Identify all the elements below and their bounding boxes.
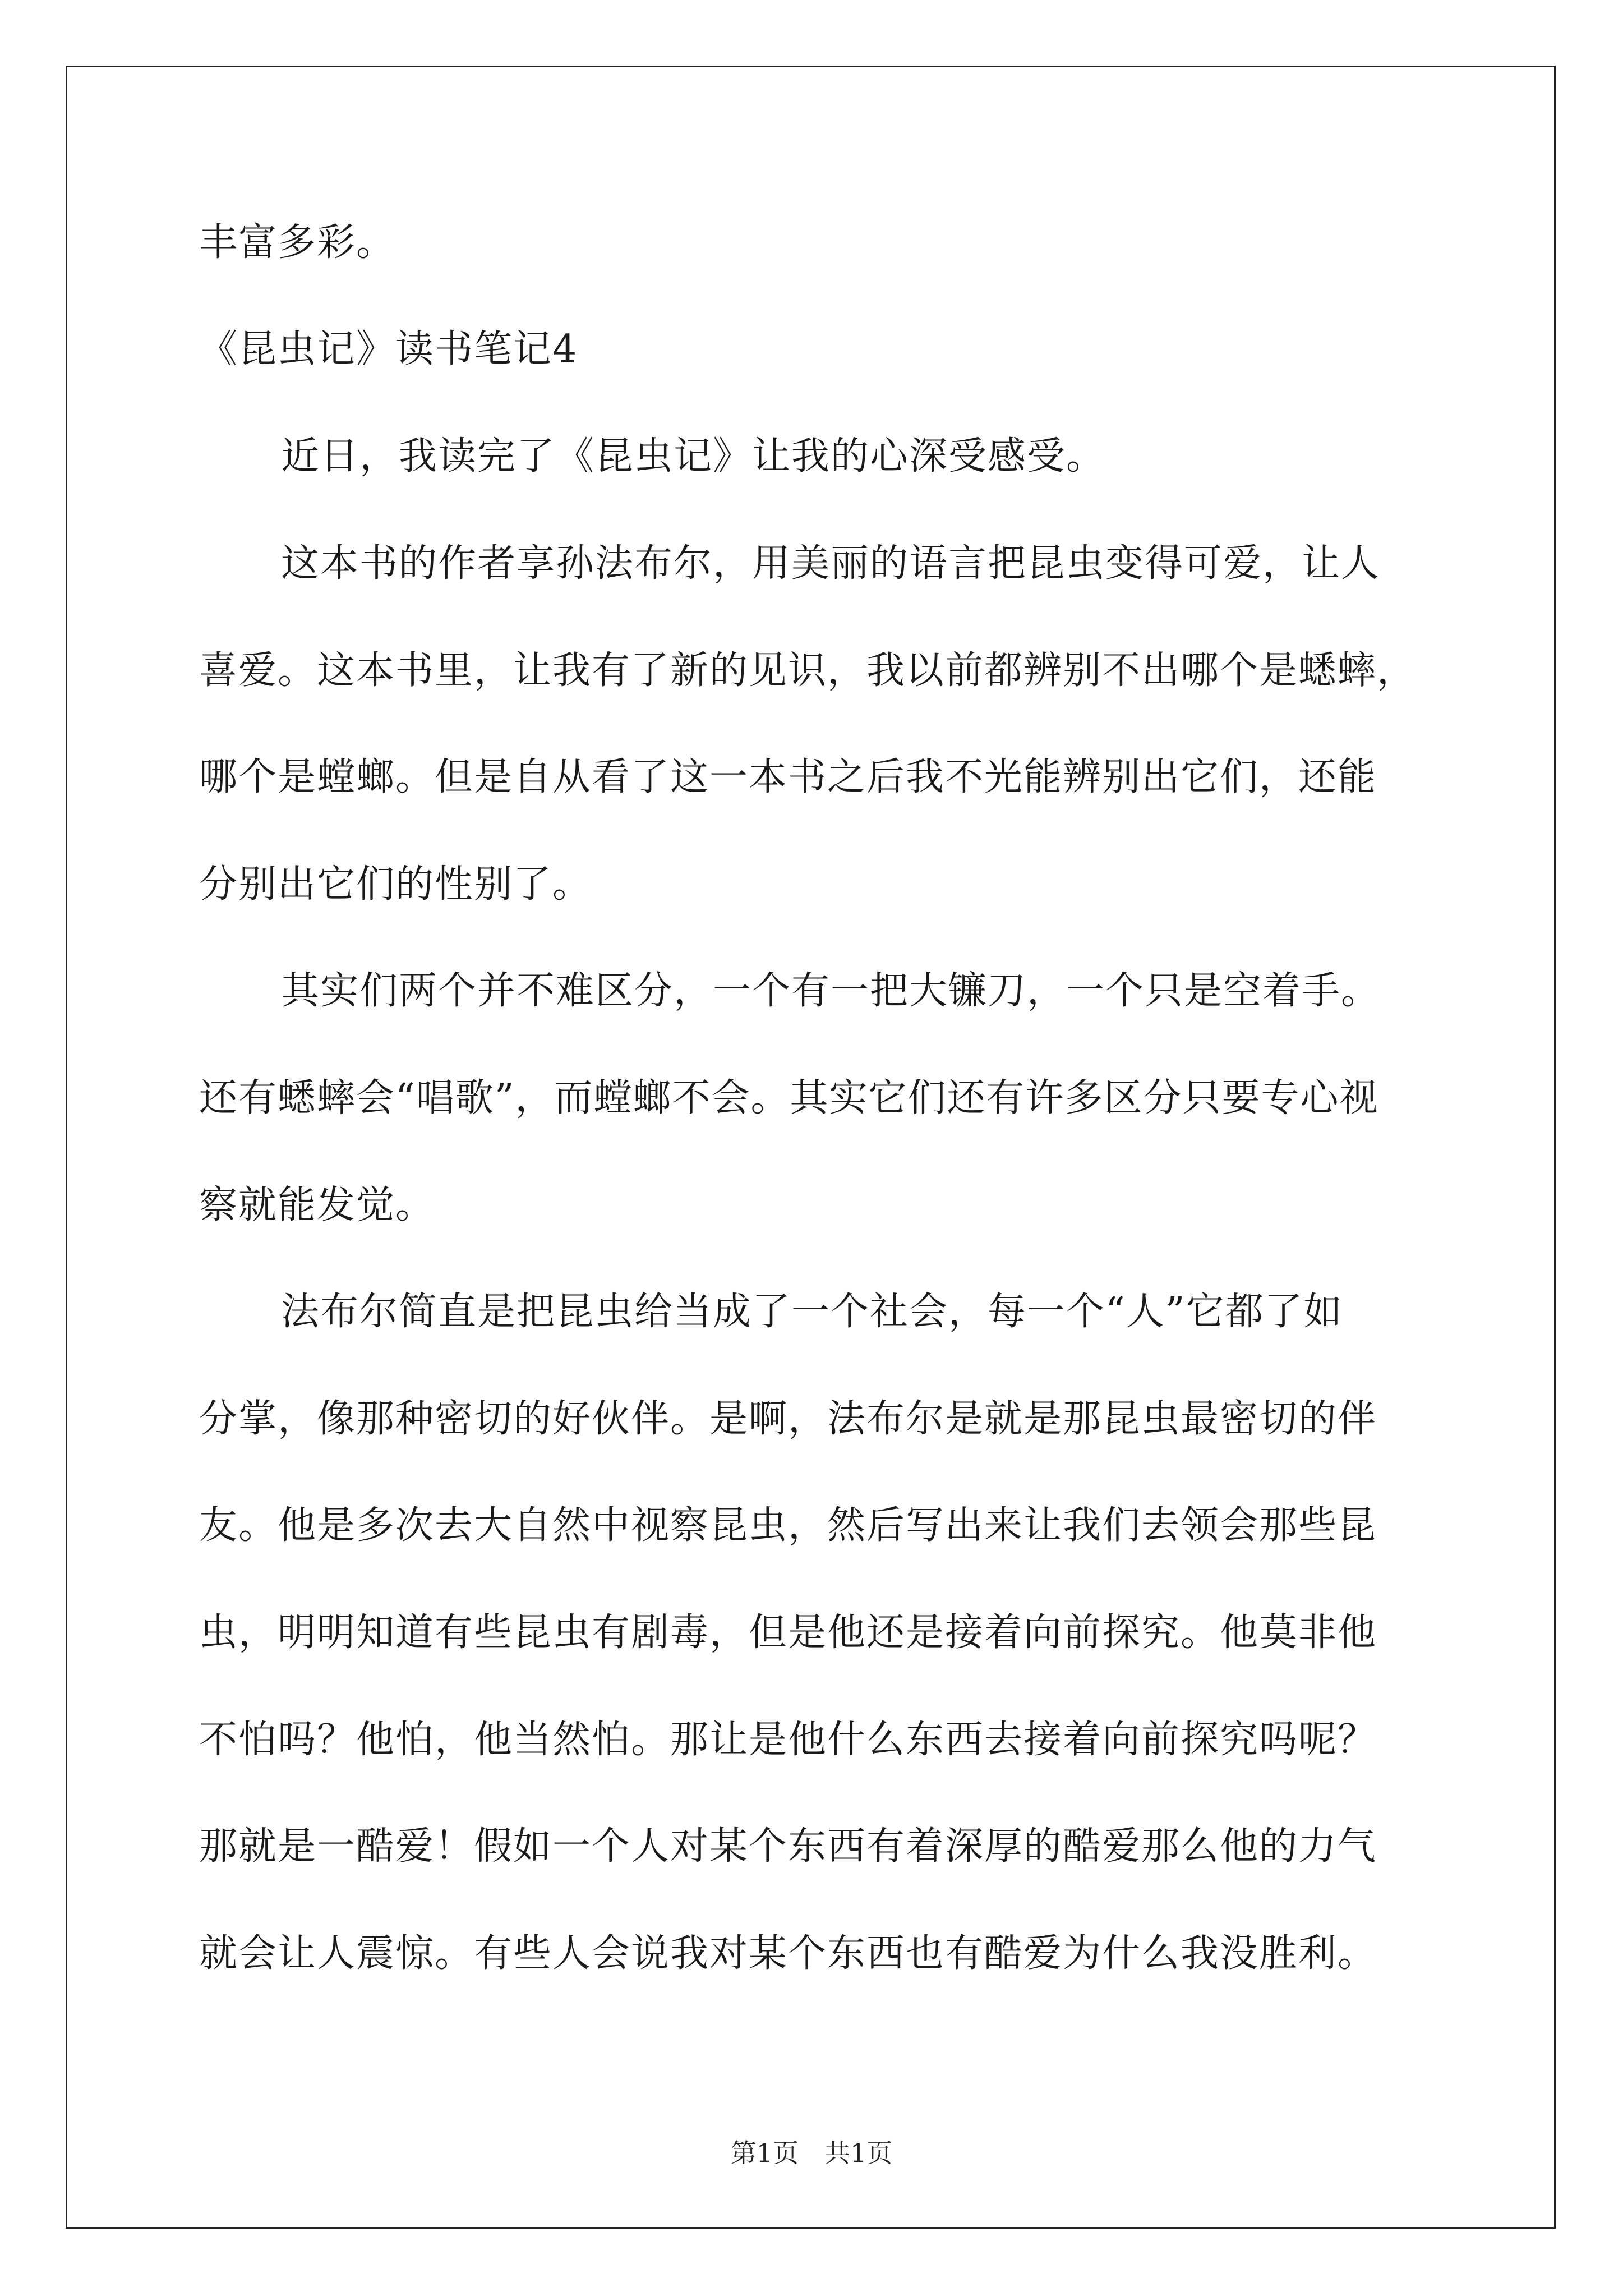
text-line: 丰富多彩。	[199, 220, 396, 265]
paragraph-line: 那就是一酷爱！假如一个人对某个东西有着深厚的酷爱那么他的力气	[199, 1824, 1377, 1869]
paragraph-line: 不怕吗？他怕，他当然怕。那让是他什么东西去接着向前探究吗呢？	[199, 1718, 1377, 1762]
paragraph-line: 就会让人震惊。有些人会说我对某个东西也有酷爱为什么我没胜利。	[199, 1931, 1377, 1976]
paragraph-line: 哪个是螳螂。但是自从看了这一本书之后我不光能辨别出它们，还能	[199, 755, 1377, 799]
paragraph-line: 分别出它们的性别了。	[199, 862, 592, 907]
paragraph-line: 喜爱。这本书里，让我有了新的见识，我以前都辨别不出哪个是蟋蟀，	[199, 648, 1417, 693]
paragraph-line: 友。他是多次去大自然中视察昆虫，然后写出来让我们去领会那些昆	[199, 1503, 1377, 1548]
paragraph-line: 近日，我读完了《昆虫记》让我的心深受感受。	[281, 434, 1106, 478]
paragraph-line: 察就能发觉。	[199, 1183, 435, 1227]
paragraph-line: 还有蟋蟀会“唱歌”，而螳螂不会。其实它们还有许多区分只要专心视	[199, 1076, 1379, 1120]
paragraph-line: 虫，明明知道有些昆虫有剧毒，但是他还是接着向前探究。他莫非他	[199, 1611, 1377, 1655]
paragraph-line: 其实们两个并不难区分，一个有一把大镰刀，一个只是空着手。	[281, 969, 1381, 1013]
section-title: 《昆虫记》读书笔记4	[199, 327, 578, 371]
paragraph-line: 法布尔简直是把昆虫给当成了一个社会，每一个“人”它都了如	[281, 1290, 1343, 1334]
page-footer: 第1页 共1页	[730, 2138, 893, 2168]
paragraph-line: 分掌，像那种密切的好伙伴。是啊，法布尔是就是那昆虫最密切的伴	[199, 1397, 1377, 1441]
paragraph-line: 这本书的作者享孙法布尔，用美丽的语言把昆虫变得可爱，让人	[281, 541, 1381, 586]
page-border	[66, 66, 1556, 2229]
